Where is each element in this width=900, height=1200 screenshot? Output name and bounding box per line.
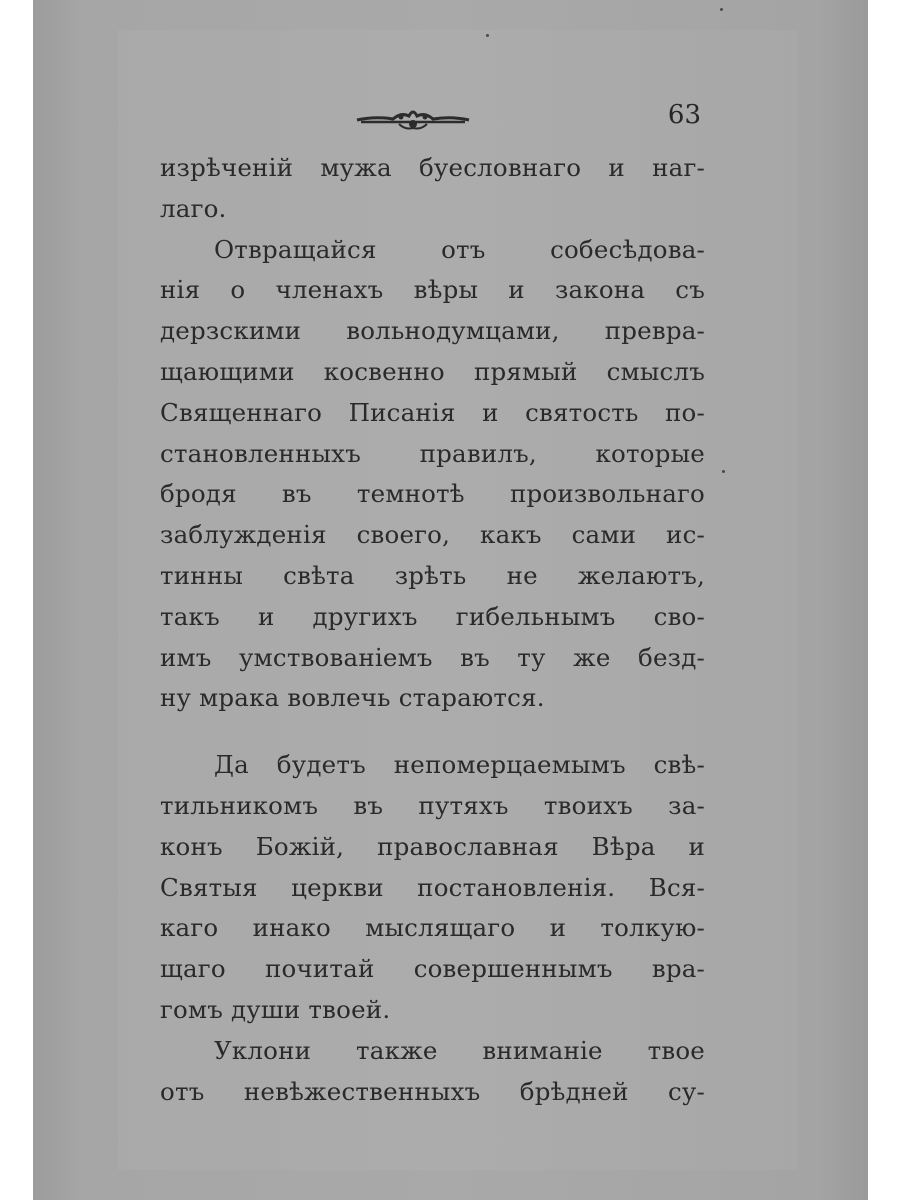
text-line: отъ невѣжественныхъ брѣдней су-	[160, 1076, 705, 1106]
paragraph	[160, 745, 705, 1031]
scan-speck	[720, 8, 723, 11]
paragraph	[160, 1031, 705, 1113]
scan-speck	[486, 34, 489, 37]
text-line: тинны свѣта зрѣть не желаютъ,	[160, 560, 705, 590]
text-line: щающими косвенно прямый смыслъ	[160, 356, 705, 386]
text-line: каго инако мыслящаго и толкую-	[160, 913, 705, 943]
text-line: дерзскими вольнодумцами, превра-	[160, 316, 705, 346]
paragraph	[160, 230, 705, 720]
text-line: Святыя церкви постановленія. Вся-	[160, 872, 705, 902]
text-line: Отвращайся отъ собесѣдова-	[214, 234, 705, 264]
ornament-icon	[355, 104, 471, 132]
text-line: заблужденія своего, какъ сами ис-	[160, 520, 705, 550]
text-line: щаго почитай совершеннымъ вра-	[160, 954, 705, 984]
text-line: тильникомъ въ путяхъ твоихъ за-	[160, 790, 705, 820]
text-line: имъ умствованіемъ въ ту же безд-	[160, 642, 705, 672]
text-line: становленныхъ правилъ, которые	[160, 438, 705, 468]
text-line: конъ Божій, православная Вѣра и	[160, 831, 705, 861]
page-number: 63	[667, 100, 701, 130]
text-line: Священнаго Писанія и святость по-	[160, 397, 705, 427]
text-line: Да будетъ непомерцаемымъ свѣ-	[214, 750, 705, 780]
paragraph	[160, 148, 705, 230]
text-line: изрѣченій мужа буесловнаго и наг-	[160, 153, 705, 182]
page-header	[355, 100, 705, 140]
text-line: лаго.	[160, 193, 227, 223]
text-line: такъ и другихъ гибельнымъ сво-	[160, 601, 705, 631]
text-line: гомъ души твоей.	[160, 994, 391, 1024]
text-line: нія о членахъ вѣры и закона съ	[160, 275, 705, 305]
text-line: бродя въ темнотѣ произвольнаго	[160, 479, 705, 509]
body-text	[160, 148, 705, 1112]
scan-speck	[722, 470, 725, 473]
text-line: Уклони также вниманіе твое	[214, 1035, 705, 1065]
paragraph-gap	[160, 719, 705, 745]
text-line: ну мрака вовлечь стараются.	[160, 683, 545, 713]
